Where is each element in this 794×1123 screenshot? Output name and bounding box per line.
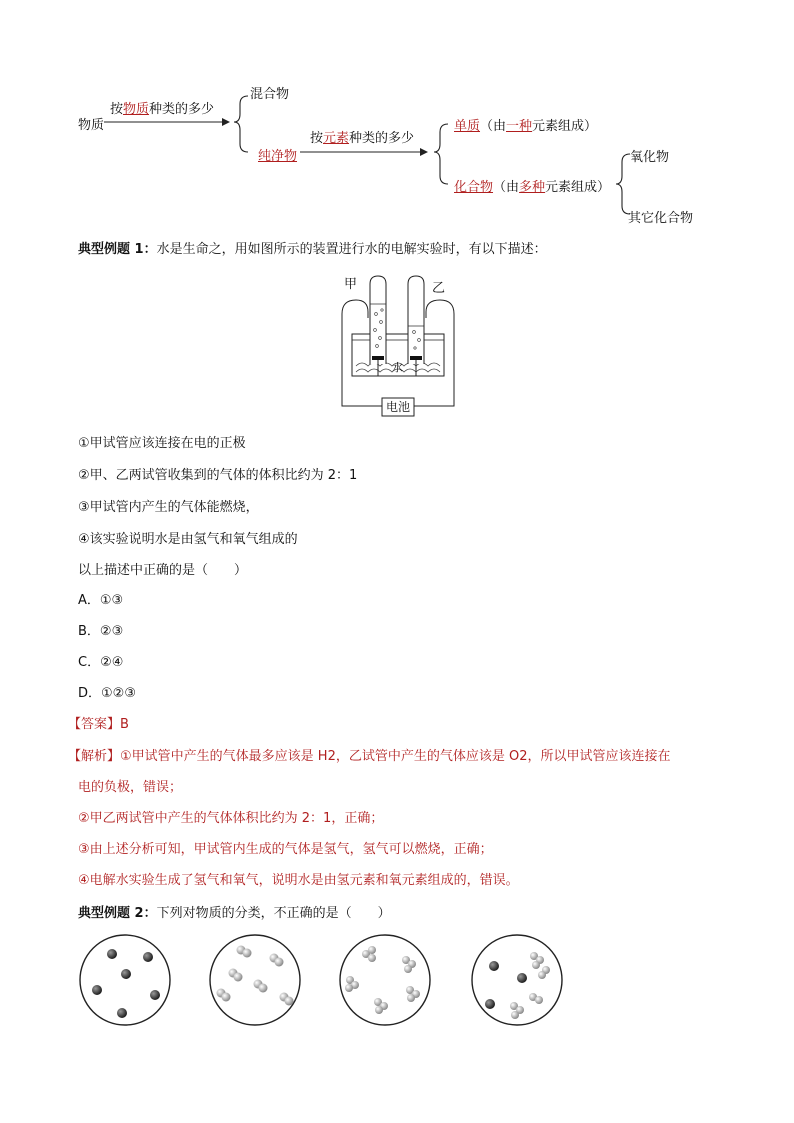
electrolysis-apparatus	[336, 270, 460, 420]
tree-lines	[0, 0, 794, 240]
battery-label: 电池	[385, 400, 411, 414]
tube-right-label: 乙	[432, 281, 446, 296]
water-label: 水	[392, 361, 403, 374]
option-c: C．②④	[78, 655, 124, 670]
tree-element: 单质（由一种元素组成）	[454, 119, 598, 134]
tree-oxide: 氧化物	[630, 150, 670, 165]
analysis-line-2: 电的负极，错误；	[78, 780, 183, 795]
particle-circle-c	[340, 935, 430, 1025]
tree-edge-1: 按物质种类的多少	[110, 102, 215, 117]
option-d: D．①②③	[78, 686, 136, 701]
tree-pure: 纯净物	[258, 149, 298, 164]
example-1-heading: 典型例题 1：水是生命之，用如图所示的装置进行水的电解实验时，有以下描述：	[78, 242, 547, 257]
particle-circle-d	[472, 935, 562, 1025]
analysis-line-4: ③由上述分析可知，甲试管内生成的气体是氢气，氢气可以燃烧，正确；	[78, 842, 493, 857]
option-b: B．②③	[78, 624, 124, 639]
tree-mixture: 混合物	[250, 87, 290, 102]
statement-2: ②甲、乙两试管收集到的气体的体积比约为 2：1	[78, 468, 358, 483]
question: 以上描述中正确的是（ ）	[78, 563, 248, 578]
statement-3: ③甲试管内产生的气体能燃烧，	[78, 500, 259, 515]
tree-root: 物质	[78, 118, 105, 133]
example-2-heading: 典型例题 2：下列对物质的分类，不正确的是（ ）	[78, 906, 391, 921]
statement-1: ①甲试管应该连接在电的正极	[78, 436, 246, 451]
analysis-line-3: ②甲乙两试管中产生的气体体积比约为 2：1，正确；	[78, 811, 384, 826]
analysis-line-1: 【解析】①甲试管中产生的气体最多应该是 H2，乙试管中产生的气体应该是 O2，所以甲试管应该连接在	[68, 749, 671, 764]
option-a: A．①③	[78, 593, 124, 608]
tree-other-compound: 其它化合物	[628, 211, 694, 226]
tree-edge-2: 按元素种类的多少	[310, 131, 415, 146]
analysis-line-5: ④电解水实验生成了氢气和氧气，说明水是由氢元素和氧元素组成的，错误。	[78, 873, 519, 888]
particle-circle-a	[80, 935, 170, 1025]
answer: 【答案】B	[68, 717, 129, 732]
tube-left-label: 甲	[344, 277, 358, 292]
particle-diagrams	[70, 930, 590, 1030]
tree-compound: 化合物（由多种元素组成）	[454, 180, 611, 195]
particle-circle-b	[210, 935, 300, 1025]
statement-4: ④该实验说明水是由氢气和氧气组成的	[78, 532, 298, 547]
